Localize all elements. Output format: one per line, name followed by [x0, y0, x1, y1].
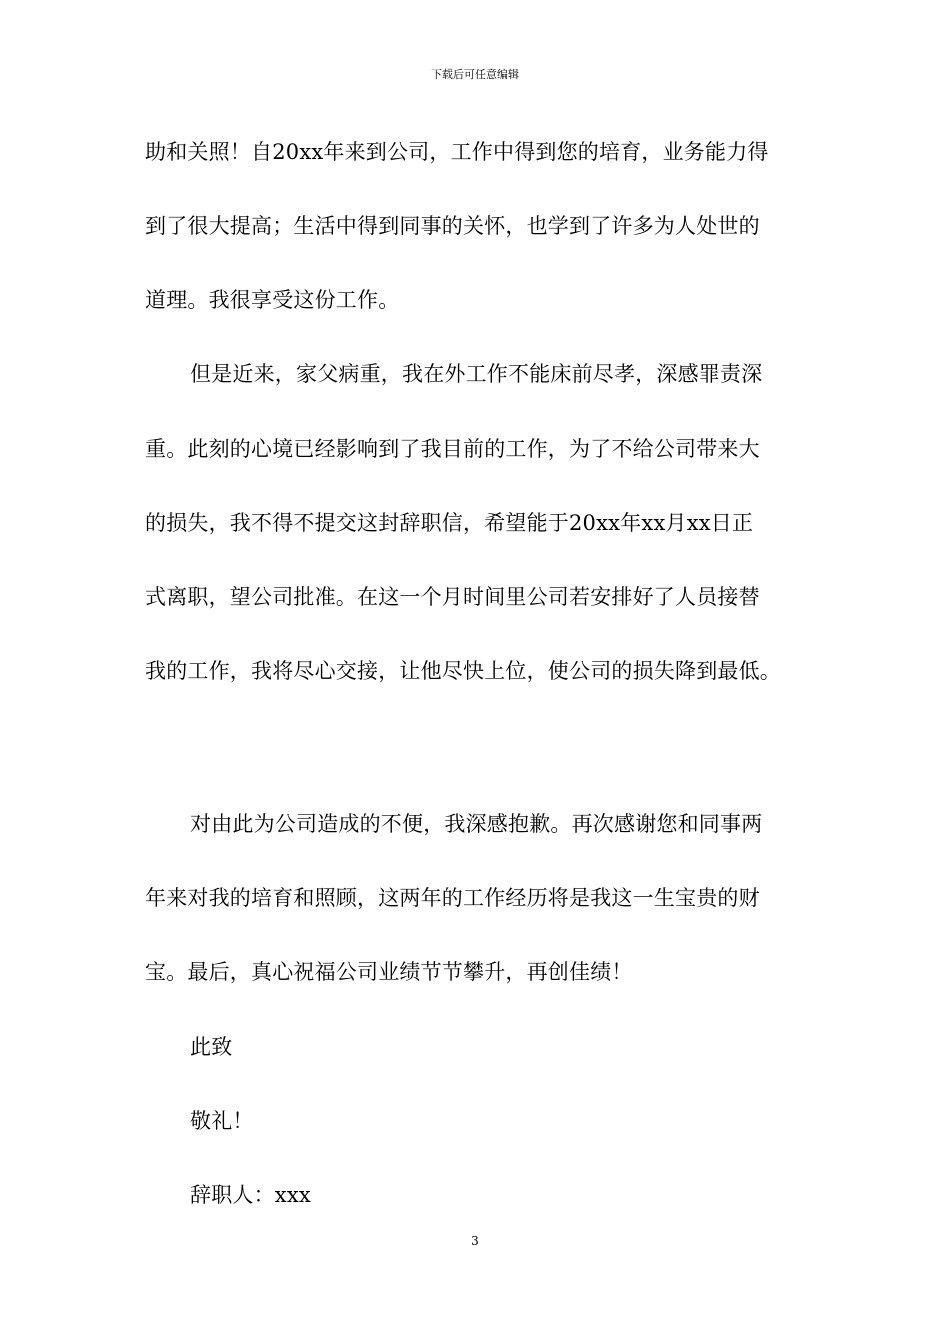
- paragraph-1-line-1: 助和关照！自20xx年来到公司，工作中得到您的培育，业务能力得: [145, 140, 769, 164]
- paragraph-1-line-3: 道理。我很享受这份工作。: [145, 288, 400, 312]
- closing-salutation: 此致: [190, 1035, 233, 1059]
- closing-signer: 辞职人：xxx: [190, 1183, 311, 1207]
- page-number: 3: [471, 1234, 479, 1248]
- closing-regards: 敬礼！: [190, 1109, 254, 1133]
- paragraph-3-line-2: 年来对我的培育和照顾，这两年的工作经历将是我这一生宝贵的财: [145, 886, 760, 910]
- paragraph-3-line-1: 对由此为公司造成的不便，我深感抱歉。再次感谢您和同事两: [190, 812, 763, 836]
- paragraph-2-line-1: 但是近来，家父病重，我在外工作不能床前尽孝，深感罪责深: [190, 362, 763, 386]
- paragraph-3-line-3: 宝。最后，真心祝福公司业绩节节攀升，再创佳绩！: [145, 960, 633, 984]
- page-header: 下载后可任意编辑: [431, 68, 519, 81]
- paragraph-2-line-4: 式离职，望公司批准。在这一个月时间里公司若安排好了人员接替: [145, 585, 760, 609]
- paragraph-2-line-5: 我的工作，我将尽心交接，让他尽快上位，使公司的损失降到最低。: [145, 659, 781, 683]
- paragraph-1-line-2: 到了很大提高；生活中得到同事的关怀，也学到了许多为人处世的: [145, 214, 760, 238]
- paragraph-2-line-3: 的损失，我不得不提交这封辞职信，希望能于20xx年xx月xx日正: [145, 511, 754, 535]
- paragraph-2-line-2: 重。此刻的心境已经影响到了我目前的工作，为了不给公司带来大: [145, 437, 760, 461]
